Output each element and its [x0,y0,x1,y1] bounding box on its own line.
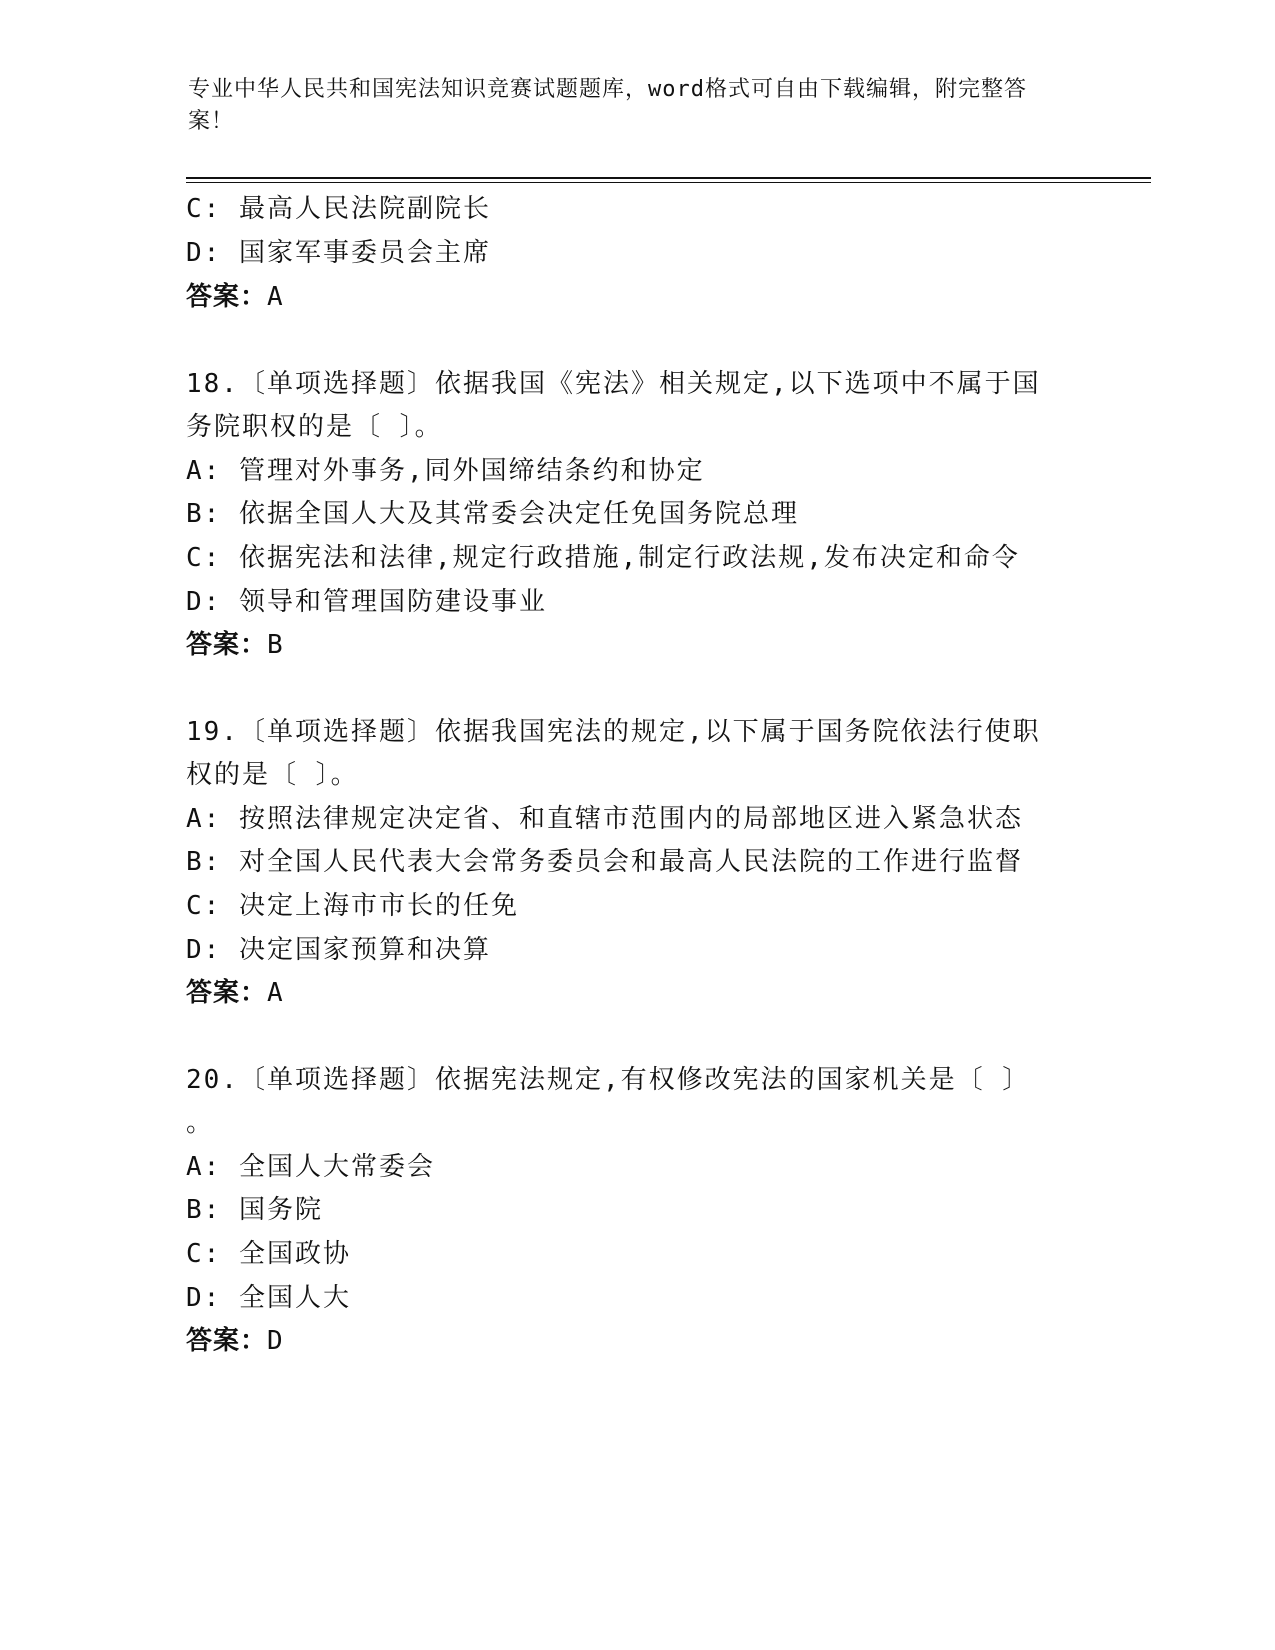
answer-label: 答案： [186,1326,268,1356]
answer-value: A [267,282,283,312]
q18-option-a: A: 管理对外事务,同外国缔结条约和协定 [186,456,705,486]
q20-option-d: D: 全国人大 [186,1283,351,1313]
document-header: 专业中华人民共和国宪法知识竞赛试题题库，word格式可自由下载编辑，附完整答案！ [188,77,1027,134]
q17-option-d: D: 国家军事委员会主席 [186,238,491,268]
q20-stem-line1: 20.〔单项选择题〕依据宪法规定,有权修改宪法的国家机关是〔 〕 [186,1065,1031,1095]
q18-stem-line2: 务院职权的是〔 〕。 [186,412,443,442]
q20-option-a: A: 全国人大常委会 [186,1152,435,1182]
q18-option-d: D: 领导和管理国防建设事业 [186,587,547,617]
q20-answer [186,1324,283,1358]
q19-option-d: D: 决定国家预算和决算 [186,935,491,965]
q19-option-a: A: 按照法律规定决定省、和直辖市范围内的局部地区进入紧急状态 [186,804,1023,834]
answer-value: A [267,978,283,1008]
answer-label: 答案： [186,630,268,660]
q18-stem-line1: 18.〔单项选择题〕依据我国《宪法》相关规定,以下选项中不属于国 [186,369,1041,399]
q19-option-b: B: 对全国人民代表大会常务委员会和最高人民法院的工作进行监督 [186,847,1023,877]
header-rule-thin [186,182,1151,183]
q19-stem-line2: 权的是〔 〕。 [186,760,359,790]
q18-option-b: B: 依据全国人大及其常委会决定任免国务院总理 [186,499,799,529]
answer-label: 答案： [186,978,268,1008]
q18-answer [186,628,283,662]
q19-stem-line1: 19.〔单项选择题〕依据我国宪法的规定,以下属于国务院依法行使职 [186,717,1041,747]
q20-option-b: B: 国务院 [186,1195,323,1225]
q17-answer [186,280,283,314]
answer-value: B [267,630,283,660]
q20-stem-line2: 。 [186,1108,215,1138]
q19-answer [186,976,283,1010]
answer-value: D [267,1326,283,1356]
header-rule-thick [186,177,1151,179]
q17-option-c: C: 最高人民法院副院长 [186,194,491,224]
q19-option-c: C: 决定上海市市长的任免 [186,891,519,921]
q18-option-c: C: 依据宪法和法律,规定行政措施,制定行政法规,发布决定和命令 [186,543,1020,573]
answer-label: 答案： [186,282,268,312]
q20-option-c: C: 全国政协 [186,1239,351,1269]
